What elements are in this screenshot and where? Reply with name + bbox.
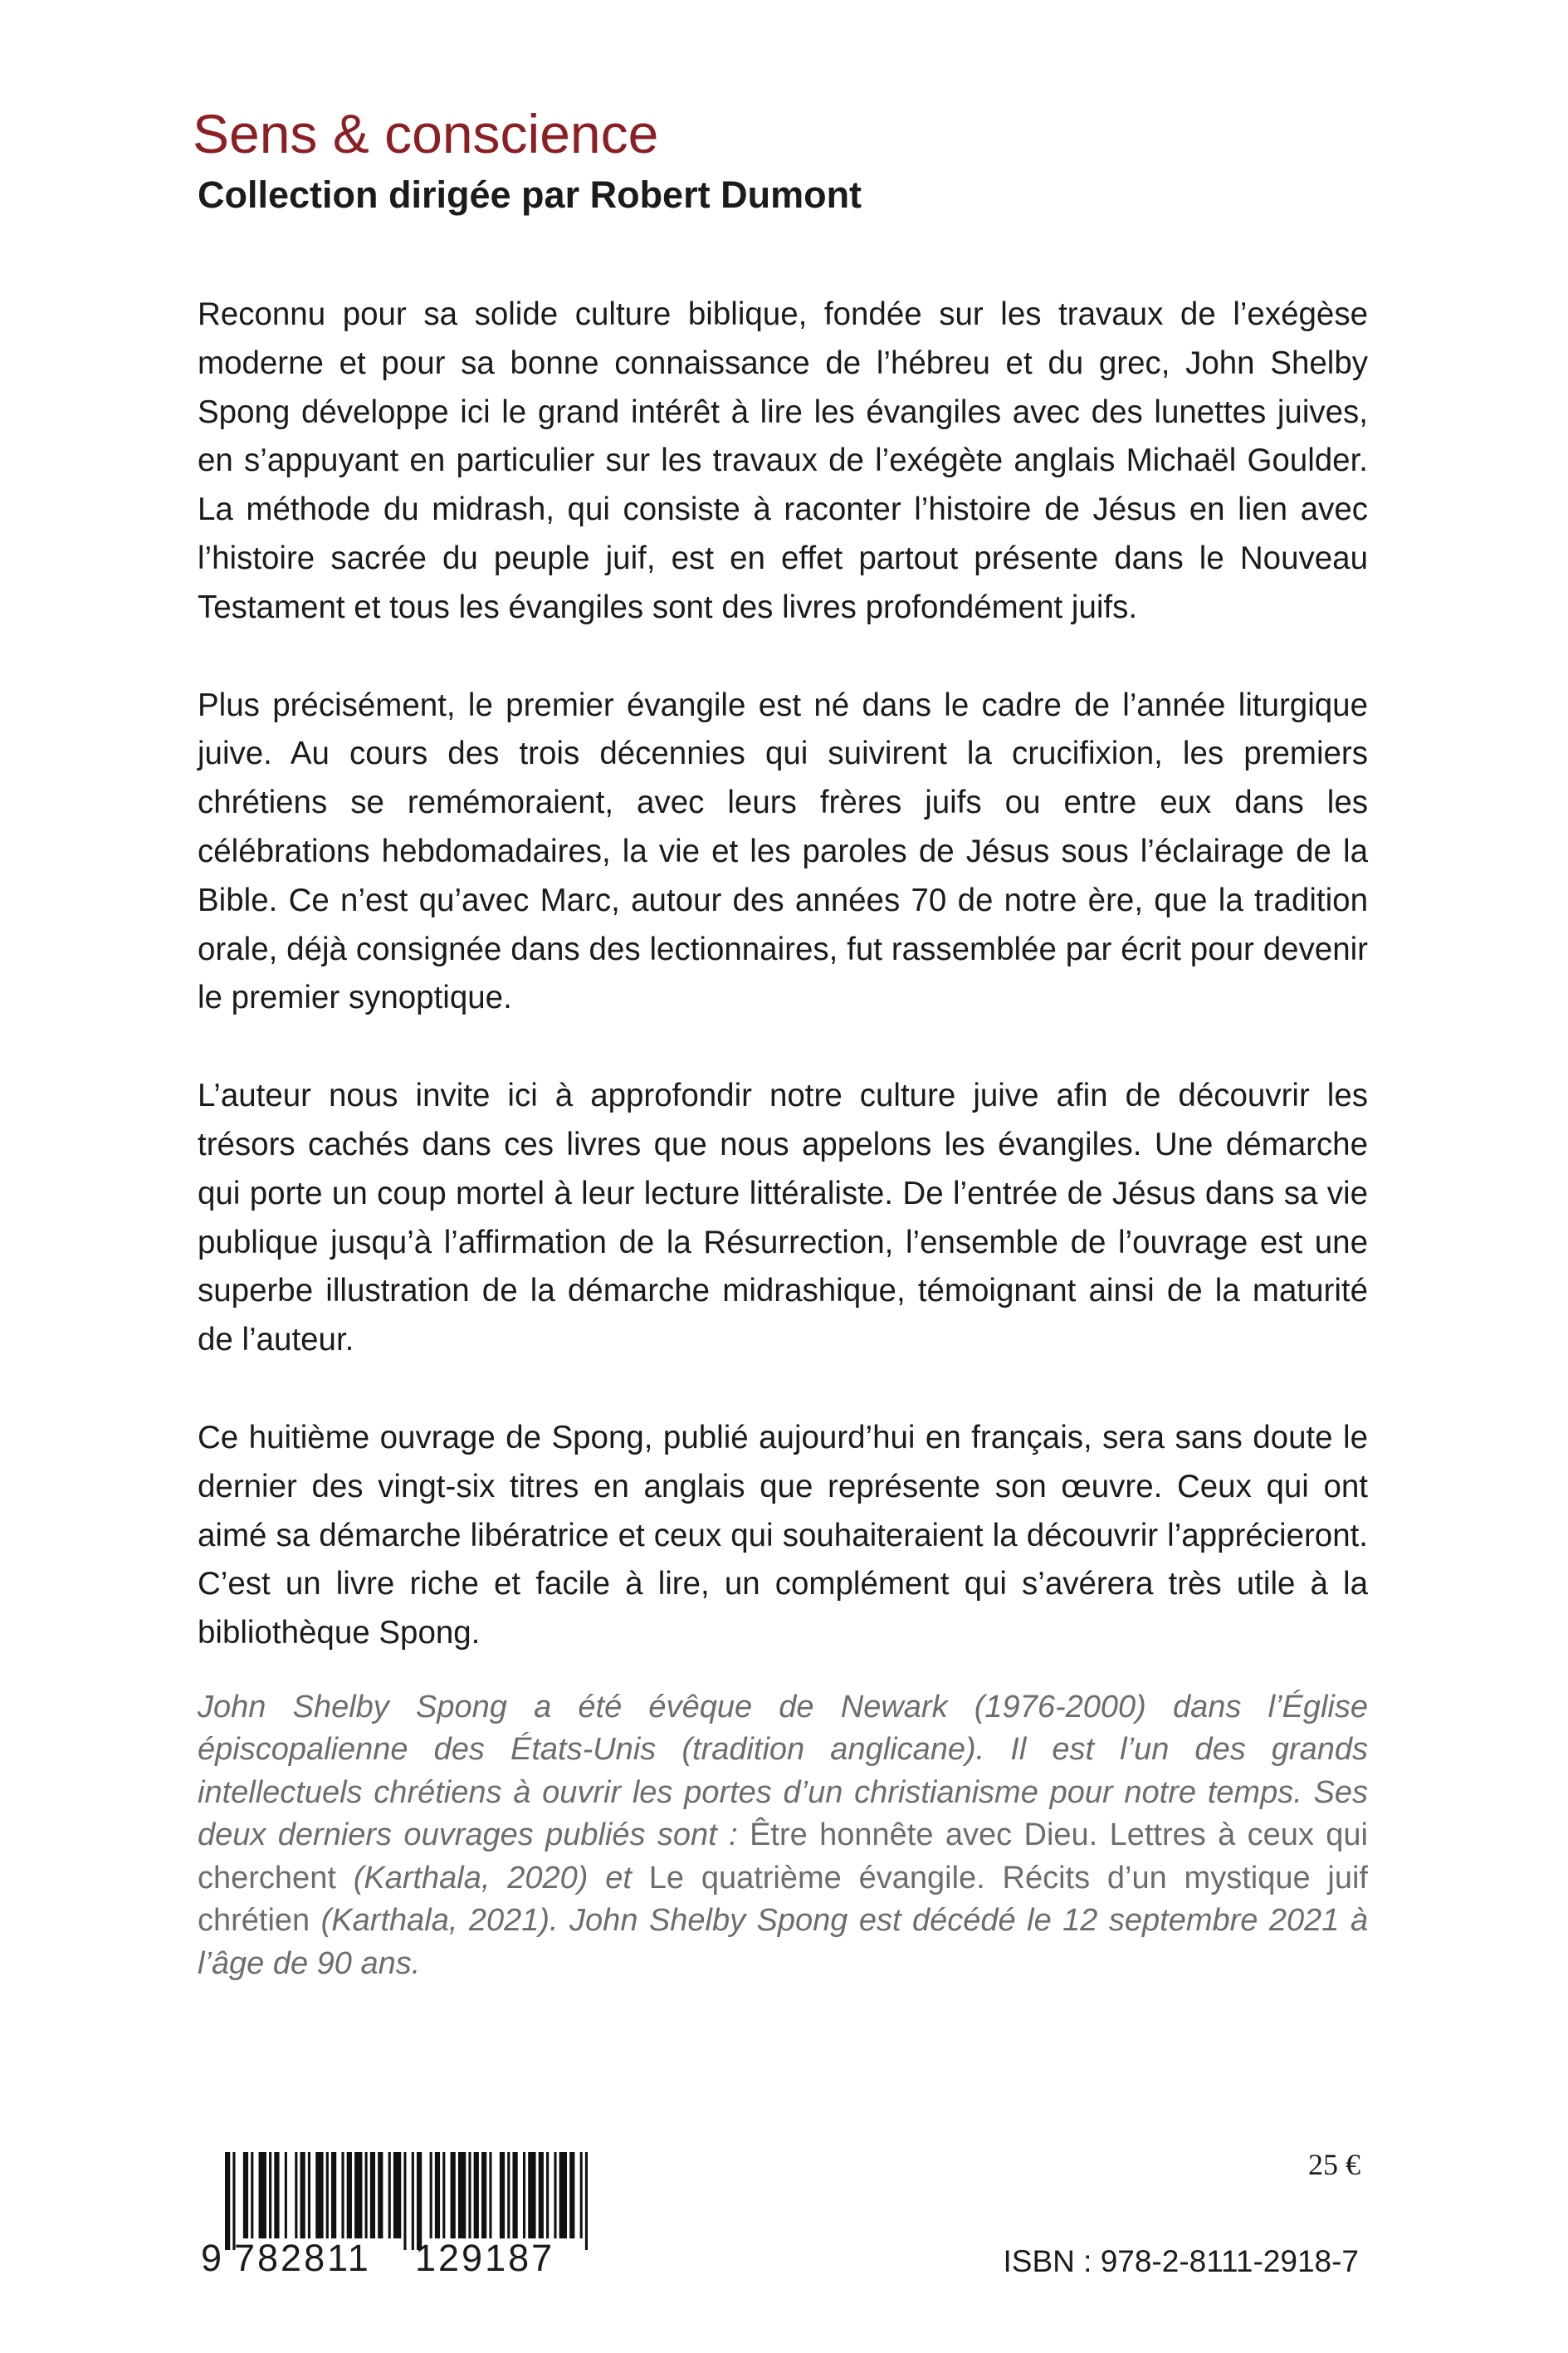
barcode-digits xyxy=(201,2237,589,2280)
series-title: Sens & conscience xyxy=(193,103,659,164)
barcode-bar xyxy=(300,2152,305,2238)
barcode-bar xyxy=(393,2152,401,2238)
barcode-bar xyxy=(489,2152,491,2238)
barcode-icon xyxy=(225,2152,588,2250)
barcode-bar xyxy=(458,2152,466,2238)
barcode-bar xyxy=(259,2152,266,2238)
barcode-bar xyxy=(468,2152,471,2238)
barcode-bar xyxy=(341,2152,344,2238)
barcode-bar xyxy=(225,2152,230,2250)
blurb xyxy=(198,291,1368,1985)
barcode-bar xyxy=(430,2152,432,2238)
barcode-bar xyxy=(251,2152,253,2238)
barcode-bar xyxy=(295,2152,297,2238)
barcode-bar xyxy=(569,2152,574,2238)
price: 25 € xyxy=(1308,2148,1360,2181)
author-bio xyxy=(198,1686,1368,1986)
author-bio-text-1: John Shelby Spong a été évêque de Newark (1976-2000) dans l’Église épiscopalienne des États-Unis (tradition anglicane). Il est l’un des grands intellectuels chrétiens à ouvrir les portes d’un christianisme pour notre temps. Ses deux derniers ouvrages publiés sont : xyxy=(198,1689,1368,1853)
barcode-bar xyxy=(580,2152,583,2238)
barcode-bar xyxy=(451,2152,456,2238)
barcode-digit-group-2: 129187 xyxy=(415,2237,555,2279)
author-bio-text-3: (Karthala, 2021). John Shelby Spong est décédé le 12 septembre 2021 à l’âge de 90 ans. xyxy=(198,1903,1368,1981)
barcode-bar xyxy=(507,2152,510,2238)
barcode-bar xyxy=(326,2152,329,2238)
book-title-2: Le quatrième évangile. Récits d’un mystique juif chrétien xyxy=(198,1860,1368,1939)
barcode-bar xyxy=(559,2152,567,2238)
barcode-bar xyxy=(378,2152,383,2238)
blurb-paragraph-4: Ce huitième ouvrage de Spong, publié aujourd’hui en français, sera sans doute le dernier des vingt-six titres en anglais que représente son œuvre. Ceux qui ont aimé sa démarche libératrice et ceux qui souhaiteraient la découvrir l’apprécieront. C’est un livre riche et facile à lire, un complément qui s’avérera très utile à la bibliothèque Spong. xyxy=(198,1419,1368,1651)
barcode-bar xyxy=(417,2152,422,2250)
barcode-bar xyxy=(370,2152,375,2238)
barcode-bar xyxy=(315,2152,323,2238)
book-title-1: Être honnête avec Dieu. Lettres à ceux qui cherchent xyxy=(198,1817,1368,1896)
blurb-paragraph-1: Reconnu pour sa solide culture biblique, fondée sur les travaux de l’exégèse moderne et pour sa bonne connaissance de l’hébreu et du grec, John Shelby Spong développe ici le grand intérêt à lire les évangiles avec des lunettes juives, en s’appuyant en particulier sur les travaux de l’exégète anglais Michaël Goulder. La méthode du midrash, qui consiste à raconter l’histoire de Jésus en lien avec l’histoire sacrée du peuple juif, est en effet partout présente dans le Nouveau Testament et tous les évangiles sont des livres profondément juifs. xyxy=(198,296,1368,625)
barcode-bar xyxy=(412,2152,414,2250)
barcode-bar xyxy=(347,2152,352,2238)
barcode-bar xyxy=(435,2152,440,2238)
barcode-bar xyxy=(585,2152,588,2250)
series-subtitle: Collection dirigée par Robert Dumont xyxy=(198,174,862,216)
barcode-bar xyxy=(331,2152,336,2238)
barcode-bar xyxy=(403,2152,406,2250)
barcode-bar xyxy=(269,2152,271,2238)
barcode-bar xyxy=(481,2152,486,2238)
blurb-paragraph-3: L’auteur nous invite ici à approfondir notre culture juive afin de découvrir les trésors cachés dans ces livres que nous appelons les évangiles. Une démarche qui porte un coup mortel à leur lecture littéraliste. De l’entrée de Jésus dans sa vie publique jusqu’à l’affirmation de la Résurrection, l’ensemble de l’ouvrage est une superbe illustration de la démarche midrashique, témoignant ainsi de la maturité de l’auteur. xyxy=(198,1078,1368,1358)
barcode-bar xyxy=(243,2152,248,2238)
barcode-bar xyxy=(474,2152,479,2238)
barcode-bar xyxy=(523,2152,525,2238)
barcode-bar xyxy=(500,2152,505,2238)
barcode-bar xyxy=(285,2152,287,2238)
barcode-bar xyxy=(512,2152,517,2238)
barcode-bar xyxy=(274,2152,279,2238)
barcode-bar xyxy=(354,2152,362,2238)
blurb-paragraph-2: Plus précisément, le premier évangile est né dans le cadre de l’année liturgique juive. Au cours des trois décennies qui suivirent la crucifixion, les premiers chrétiens se remémoraient, avec leurs frères juifs ou entre eux dans les célébrations hebdomadaires, la vie et les paroles de Jésus sous l’éclairage de la Bible. Ce n’est qu’avec Marc, autour des années 70 de notre ère, que la tradition orale, déjà consignée dans des lectionnaires, fut rassemblée par écrit pour devenir le premier synoptique. xyxy=(198,687,1368,1016)
barcode-bar xyxy=(308,2152,310,2238)
barcode-bar xyxy=(528,2152,535,2238)
barcode-bar xyxy=(539,2152,544,2238)
barcode-bar xyxy=(546,2152,549,2238)
author-bio-text-2: (Karthala, 2020) et xyxy=(335,1860,649,1896)
barcode-bar xyxy=(365,2152,368,2238)
barcode-bar xyxy=(554,2152,556,2238)
isbn: ISBN : 978-2-8111-2918-7 xyxy=(1003,2244,1359,2278)
barcode-bar xyxy=(232,2152,235,2250)
barcode-bar xyxy=(442,2152,445,2238)
barcode-digit-group-1: 782811 xyxy=(234,2237,371,2279)
barcode-bar xyxy=(388,2152,391,2238)
barcode-first-digit: 9 xyxy=(201,2237,222,2279)
